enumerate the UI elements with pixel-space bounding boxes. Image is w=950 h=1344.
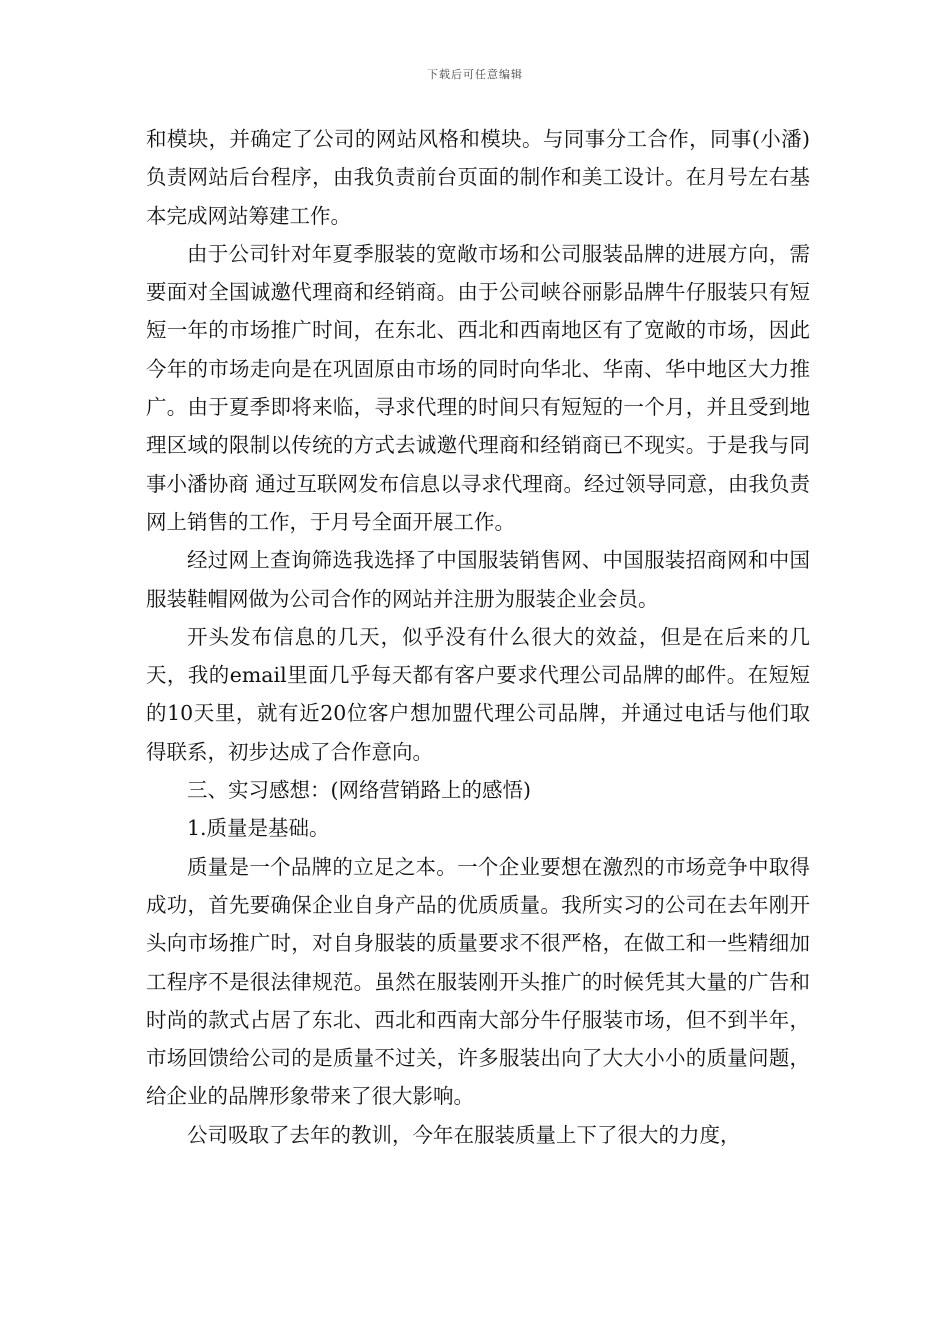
subsection-heading: 1.质量是基础。 <box>187 816 330 841</box>
page-header: 下载后可任意编辑 <box>427 68 523 81</box>
document-body <box>146 120 810 1154</box>
paragraph: 质量是一个品牌的立足之本。一个企业要想在激烈的市场竞争中取得成功，首先要确保企业自身产品的优质质量。我所实习的公司在去年刚开头向市场推广时，对自身服装的质量要求不很严格，在做工和一些精细加工程序不是很法律规范。虽然在服装刚开头推广的时候凭其大量的广告和时尚的款式占居了东北、西北和西南大部分牛仔服装市场，但不到半年，市场回馈给公司的是质量不过关，许多服装出向了大大小小的质量问题，给企业的品牌形象带来了很大影响。 <box>146 854 810 1109</box>
paragraph: 公司吸取了去年的教训，今年在服装质量上下了很大的力度， <box>187 1122 741 1147</box>
paragraph: 由于公司针对年夏季服装的宽敞市场和公司服装品牌的进展方向，需要面对全国诚邀代理商和经销商。由于公司峡谷丽影品牌牛仔服装只有短短一年的市场推广时间，在东北、西北和西南地区有了宽敞的市场，因此今年的市场走向是在巩固原由市场的同时向华北、华南、华中地区大力推广。由于夏季即将来临，寻求代理的时间只有短短的一个月，并且受到地理区域的限制以传统的方式去诚邀代理商和经销商已不现实。于是我与同事小潘协商 通过互联网发布信息以寻求代理商。经过领导同意，由我负责网上销售的工作，于月号全面开展工作。 <box>146 241 810 534</box>
paragraph: 开头发布信息的几天，似乎没有什么很大的效益，但是在后来的几天，我的email里面几乎每天都有客户要求代理公司品牌的邮件。在短短的10天里，就有近20位客户想加盟代理公司品牌，并通过电话与他们取得联系，初步达成了合作意向。 <box>146 624 810 764</box>
paragraph: 经过网上查询筛选我选择了中国服装销售网、中国服装招商网和中国服装鞋帽网做为公司合作的网站并注册为服装企业会员。 <box>146 548 810 611</box>
paragraph: 和模块，并确定了公司的网站风格和模块。与同事分工合作，同事(小潘)负责网站后台程序，由我负责前台页面的制作和美工设计。在月号左右基本完成网站筹建工作。 <box>146 127 810 228</box>
section-heading: 三、实习感想：(网络营销路上的感悟) <box>187 778 531 803</box>
